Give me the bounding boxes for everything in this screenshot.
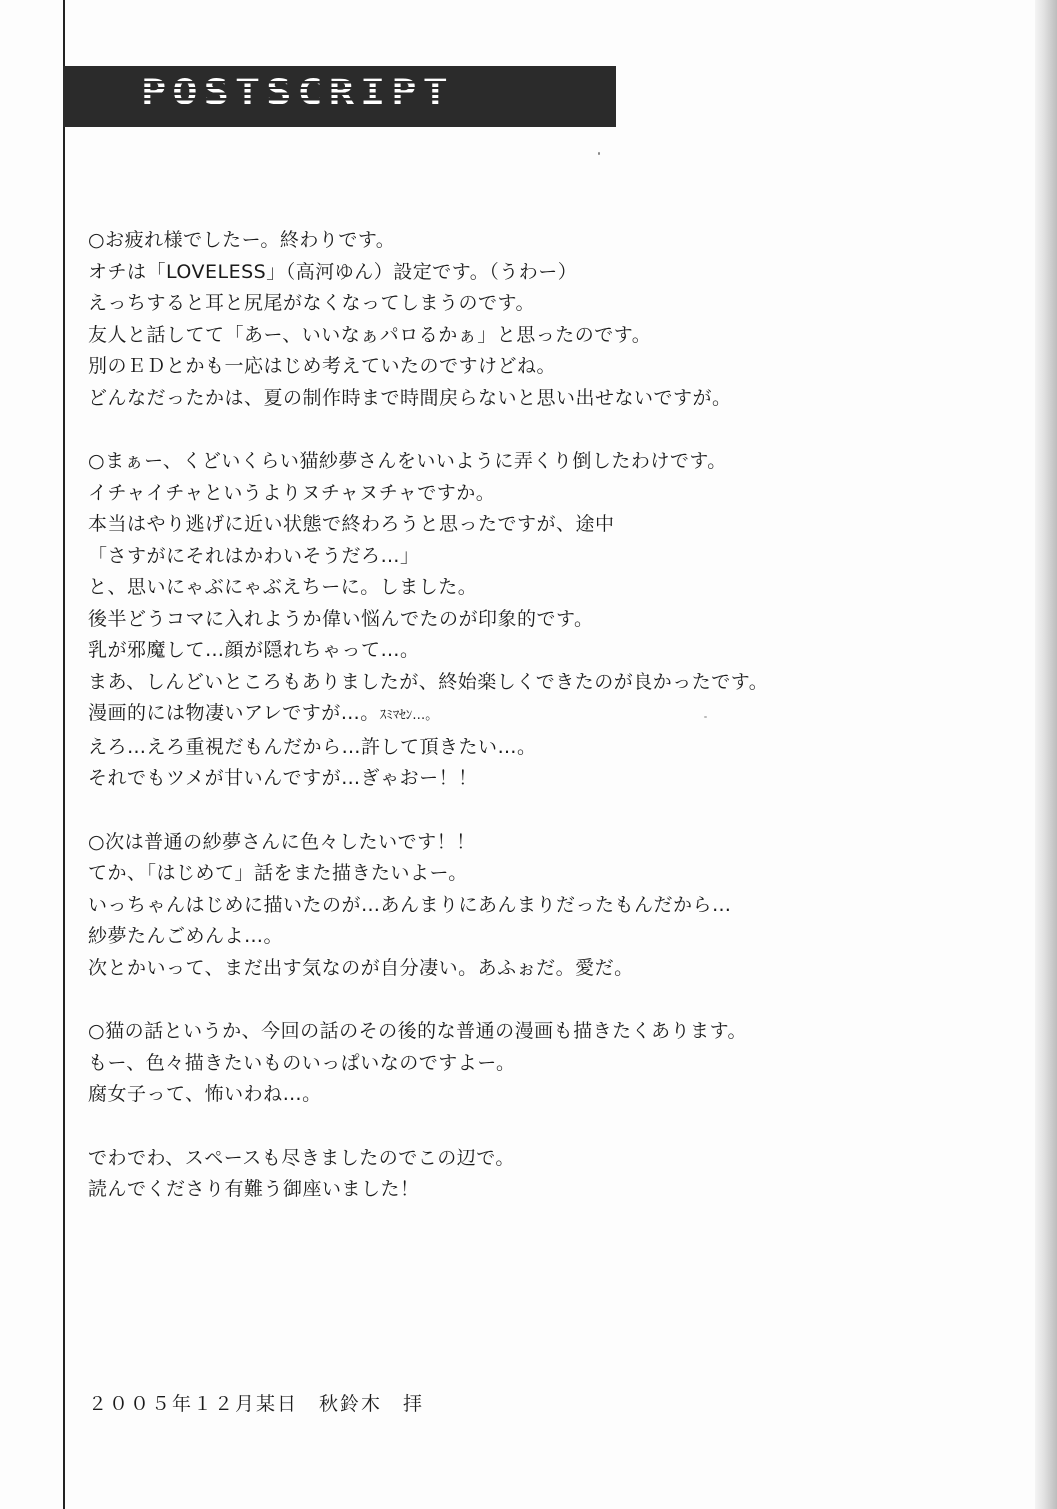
postscript-body [88, 225, 988, 1238]
text-line: 紗夢たんごめんよ…。 [88, 925, 284, 947]
text-line: てか、「はじめて」話をまた描きたいよー。 [88, 862, 468, 884]
text-line: 乳が邪魔して…顔が隠れちゃって…。 [88, 639, 420, 661]
text-line: 腐女子って、怖いわね…。 [88, 1083, 322, 1105]
text-line: 次とかいって、まだ出す気なのが自分凄い。あふぉだ。愛だ。 [88, 956, 634, 979]
text-line: オチは「LOVELESS」（高河ゆん）設定です。（うわー） [88, 260, 578, 283]
text-line: と、思いにゃぶにゃぶえちーに。しました。 [88, 576, 478, 598]
text-line: どんなだったかは、夏の制作時まで時間戻らないと思い出せないですが。 [88, 386, 732, 409]
text-line-with-small-aside [88, 698, 988, 732]
text-line: 「さすがにそれはかわいそうだろ…」 [88, 544, 420, 567]
paragraph-4 [88, 1016, 988, 1111]
left-border-rule [63, 0, 65, 1509]
text-line: それでもツメが甘いんですが…ぎゃおー！！ [88, 767, 478, 789]
text-line: 別のＥＤとかも一応はじめ考えていたのですけどね。 [88, 355, 557, 377]
text-line: ○お疲れ様でしたー。終わりです。 [88, 229, 396, 251]
text-line: いっちゃんはじめに描いたのが…あんまりにあんまりだったもんだから… [88, 893, 732, 916]
text-line: ○猫の話というか、今回の話のその後的な普通の漫画も描きたくあります。 [88, 1020, 748, 1042]
text-line: 友人と話してて「あー、いいなぁパロるかぁ」と思ったのです。 [88, 323, 652, 346]
paragraph-3 [88, 827, 988, 985]
text-line: でわでわ、スペースも尽きましたのでこの辺で。 [88, 1146, 515, 1169]
text-line: えっちすると耳と尻尾がなくなってしまうのです。 [88, 292, 535, 314]
page-title: POSTSCRIPT [141, 72, 454, 113]
text-line: もー、色々描きたいものいっぱいなのですよー。 [88, 1051, 516, 1074]
paper-speck [704, 716, 707, 718]
text-line: えろ…えろ重視だもんだから…許して頂きたい…。 [88, 735, 537, 758]
text-line: ○まぁー、くどいくらい猫紗夢さんをいいように弄くり倒したわけです。 [88, 450, 727, 472]
text-line: ○次は普通の紗夢さんに色々したいです！！ [88, 830, 476, 853]
text-line: 後半どうコマに入れようか偉い悩んでたのが印象的です。 [88, 607, 594, 630]
text-line: 本当はやり逃げに近い状態で終わろうと思ったですが、途中 [88, 513, 615, 535]
page-edge-shadow [1035, 0, 1057, 1509]
paragraph-1 [88, 225, 988, 414]
paragraph-2 [88, 446, 988, 795]
text-line: まあ、しんどいところもありましたが、終始楽しくできたのが良かったです。 [88, 670, 769, 693]
text-segment: 漫画的には物凄いアレですが…。 [88, 702, 380, 724]
paper-speck [598, 152, 600, 155]
text-line: 読んでくださり有難う御座いました！ [88, 1178, 420, 1200]
signature-date-line: ２００５年１２月某日 秋鈴木 拝 [88, 1393, 425, 1415]
text-line: イチャイチャというよりヌチャヌチャですか。 [88, 481, 496, 504]
paragraph-5 [88, 1143, 988, 1206]
small-aside-text: ｽﾐﾏｾﾝ…。 [379, 708, 439, 723]
title-banner [63, 66, 616, 127]
